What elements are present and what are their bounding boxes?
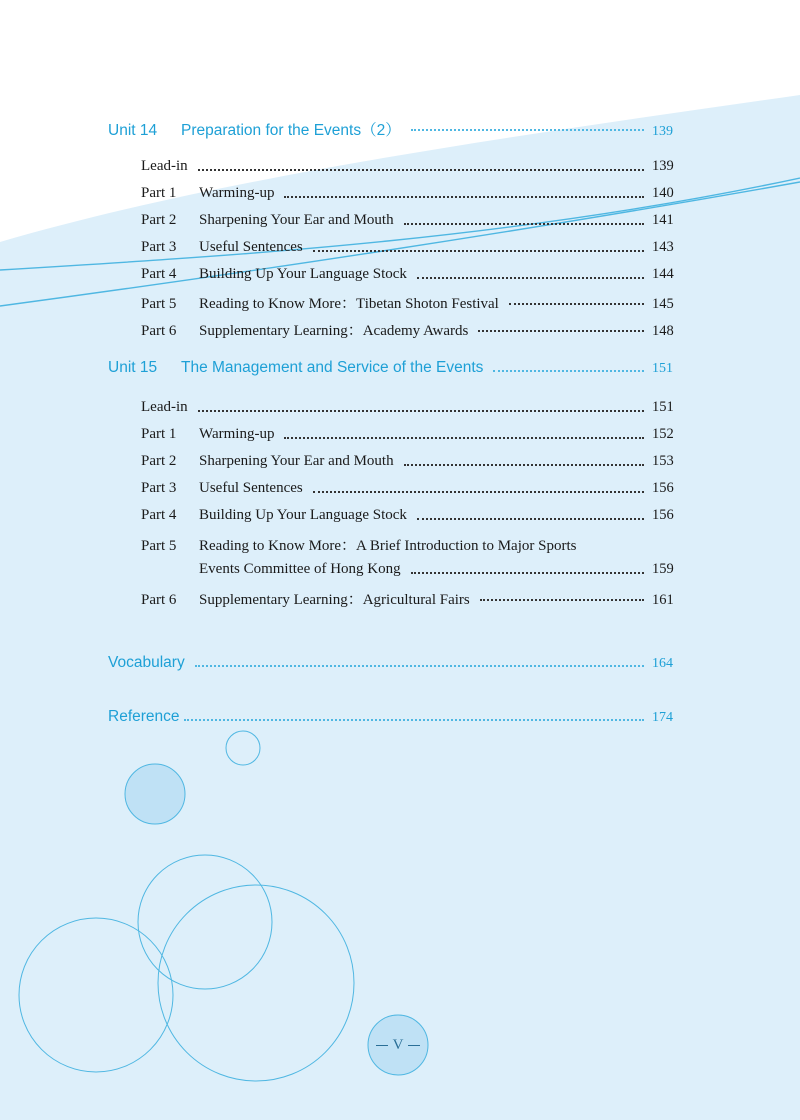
part-label: Part 1 [141,185,177,201]
part-label: Part 4 [141,507,177,523]
leader-dots [493,370,644,372]
dash-right [408,1045,420,1046]
page-number: 140 [652,185,674,201]
entry-title: Building Up Your Language Stock [199,266,407,282]
toc-entry[interactable] [0,266,800,288]
toc-entry[interactable] [0,212,800,234]
leader-dots [313,491,644,493]
section-title: Reference [108,708,180,725]
page-number: 139 [652,124,673,139]
page-number: 145 [652,296,674,312]
leader-dots [184,719,644,721]
toc-unit-heading[interactable] [0,118,800,140]
leader-dots [480,599,644,601]
toc-entry[interactable] [0,319,800,341]
toc-entry[interactable] [0,507,800,529]
leader-dots [404,464,644,466]
page-number: 141 [652,212,674,228]
leader-dots [411,129,644,131]
page-number: 143 [652,239,674,255]
entry-title: Useful Sentences [199,480,303,496]
toc-reference[interactable] [0,708,800,730]
leader-dots [478,330,644,332]
entry-title: Warming-up [199,426,275,442]
unit-label: Unit 14 [108,122,158,139]
leader-dots [417,277,644,279]
dash-left [376,1045,388,1046]
toc-entry[interactable] [0,399,800,421]
page-number: 152 [652,426,674,442]
page-number: 153 [652,453,674,469]
toc-entry[interactable] [0,158,800,180]
entry-title: Reading to Know More：A Brief Introduction to Major Sports [199,538,577,554]
page-number-roman: V [392,1036,404,1053]
toc-entry[interactable] [0,588,800,610]
page-number: 151 [652,399,674,415]
leader-dots [509,303,644,305]
entry-title: Building Up Your Language Stock [199,507,407,523]
part-label: Part 2 [141,453,177,469]
page-number: 156 [652,480,674,496]
part-label: Part 5 [141,296,177,312]
toc-unit-heading[interactable] [0,359,800,381]
page-number: 161 [652,592,674,608]
toc-entry[interactable] [0,480,800,502]
toc-entry[interactable] [0,453,800,475]
entry-title: Supplementary Learning：Academy Awards [199,323,469,339]
entry-label: Lead-in [141,399,188,415]
part-label: Part 6 [141,592,177,608]
part-label: Part 5 [141,538,177,554]
entry-title: Sharpening Your Ear and Mouth [199,453,394,469]
leader-dots [313,250,644,252]
part-label: Part 4 [141,266,177,282]
section-title: Vocabulary [108,654,185,671]
page-number: 148 [652,323,674,339]
leader-dots [411,572,644,574]
page-number: 139 [652,158,674,174]
leader-dots [198,410,644,412]
toc-entry[interactable] [0,292,800,314]
entry-title: Reading to Know More：Tibetan Shoton Festival [199,296,499,312]
leader-dots [195,665,644,667]
leader-dots [417,518,644,520]
entry-title: Useful Sentences [199,239,303,255]
toc-entry[interactable] [0,426,800,448]
part-label: Part 2 [141,212,177,228]
leader-dots [284,196,644,198]
toc-entry[interactable] [0,534,800,556]
entry-title-continued: Events Committee of Hong Kong [199,561,401,577]
leader-dots [404,223,644,225]
page-number: 156 [652,507,674,523]
page-number: 174 [652,710,673,725]
toc-entry-continuation[interactable] [0,561,800,583]
unit-label: Unit 15 [108,359,158,376]
toc-entry[interactable] [0,239,800,261]
entry-title: Warming-up [199,185,275,201]
page-number: 159 [652,561,674,577]
leader-dots [198,169,644,171]
page-footer-number [367,1017,429,1073]
toc-vocabulary[interactable] [0,654,800,676]
part-label: Part 1 [141,426,177,442]
part-label: Part 6 [141,323,177,339]
unit-title: Preparation for the Events（2） [181,122,401,139]
part-label: Part 3 [141,239,177,255]
unit-title: The Management and Service of the Events [181,359,484,376]
page-number: 144 [652,266,674,282]
part-label: Part 3 [141,480,177,496]
page-number: 151 [652,361,673,376]
entry-title: Sharpening Your Ear and Mouth [199,212,394,228]
entry-label: Lead-in [141,158,188,174]
page-number: 164 [652,656,673,671]
toc-entry[interactable] [0,185,800,207]
leader-dots [284,437,644,439]
entry-title: Supplementary Learning：Agricultural Fairs [199,592,470,608]
